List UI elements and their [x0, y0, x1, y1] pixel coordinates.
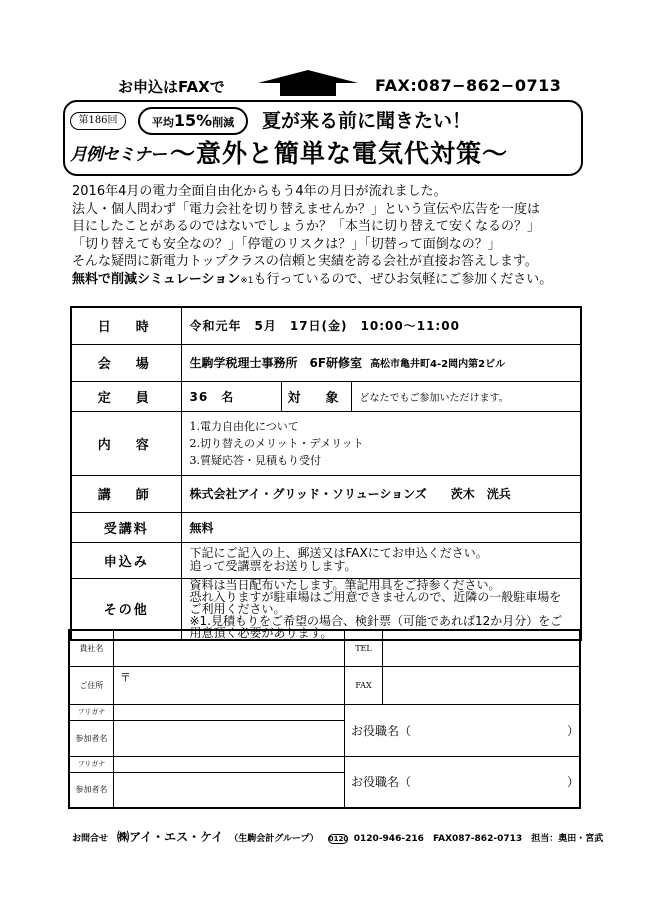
apply-cell	[181, 542, 581, 578]
other-line: 恐れ入りますが駐車場はご用意できませんので、近隣の一般駐車場をご利用ください。	[189, 589, 562, 616]
other-label: その他	[71, 578, 181, 640]
apply-label: 申込み	[71, 542, 181, 578]
address-label: ご住所	[69, 666, 113, 704]
fax-field[interactable]	[382, 666, 580, 704]
other-line: ※1.見積もりをご希望の場合、検針票（可能であれば12か月分）をご用意頂く必要があります。	[189, 613, 563, 640]
target-value: どなたでもご参加いただけます。	[351, 381, 581, 411]
fee-value: 無料	[181, 512, 581, 542]
content-item: 3.質疑応答・見積もり受付	[189, 453, 321, 467]
company-label: 貴社名	[69, 630, 113, 666]
intro-line: そんな疑問に新電力トップクラスの信頼と実績を誇る会社が直接お答えします。	[72, 254, 538, 269]
fax-number-header: FAX:087−862−0713	[375, 76, 562, 95]
average-reduction-badge	[138, 107, 248, 135]
tel-label: TEL	[344, 630, 382, 666]
other-line: 資料は当日配布いたします。筆記用具をご持参ください。	[189, 577, 501, 592]
company-name: ㈱アイ・エス・ケイ	[117, 830, 224, 844]
venue-cell	[181, 344, 581, 381]
venue-label: 会 場	[71, 344, 181, 381]
staff-names: 担当：奥田・宮武	[531, 834, 604, 844]
round-badge: 第186回	[70, 112, 126, 130]
free-simulation: 無料で削減シミュレーション	[72, 271, 241, 287]
freedial-icon: 0120	[328, 834, 349, 843]
role-field[interactable]: お役職名（ ）	[344, 704, 580, 756]
capacity-value: 36 名	[181, 381, 281, 411]
fax-label: FAX	[344, 666, 382, 704]
seminar-subtitle: 夏が来る前に聞きたい！	[262, 110, 472, 132]
intro-line: 「切り替えても安全なの？」「停電のリスクは？」「切替って面倒なの？」	[72, 236, 501, 252]
date-value: 令和元年 5月 17日(金) 10:00〜11:00	[181, 307, 581, 344]
intro-last-rest: も行っているので、ぜひお気軽にご参加ください。	[253, 271, 553, 287]
seminar-title: 〜意外と簡単な電気代対策〜	[170, 139, 509, 168]
fee-label: 受講料	[71, 512, 181, 542]
lecturer-label: 講 師	[71, 475, 181, 512]
contact-footer	[72, 828, 604, 845]
furigana-label: フリガナ	[69, 756, 113, 772]
company-group: （生駒会計グループ）	[229, 834, 319, 844]
avg-value: 15%	[173, 111, 213, 130]
avg-suffix: 削減	[212, 116, 235, 129]
furigana-field[interactable]	[113, 756, 344, 772]
intro-line: 目にしたことがあるのではないでしょうか？「本当に切り替えて安くなるの？」	[72, 219, 541, 234]
content-list	[181, 411, 581, 475]
intro-line: 法人・個人問わず「電力会社を切り替えませんか？」という宣伝や広告を一度は	[72, 201, 541, 217]
furigana-label: フリガナ	[69, 704, 113, 720]
apply-line: 追って受講票をお送りします。	[189, 559, 357, 573]
role-field[interactable]: お役職名（ ）	[344, 756, 580, 808]
venue-address: 高松市亀井町4-2岡内第2ビル	[370, 359, 506, 370]
apply-by-fax-text: お申込はFAXで	[118, 78, 225, 96]
seminar-logo: 月例セミナー	[70, 145, 166, 165]
application-form	[68, 629, 581, 809]
content-label: 内 容	[71, 411, 181, 475]
contact-label: お問合せ	[72, 834, 109, 844]
participant-label: 参加者名	[69, 720, 113, 756]
furigana-field[interactable]	[113, 704, 344, 720]
note-mark: ※1	[240, 275, 254, 286]
content-item: 2.切り替えのメリット・デメリット	[189, 436, 364, 450]
fax-number: FAX087-862-0713	[433, 834, 523, 844]
address-field[interactable]: 〒	[113, 666, 344, 704]
content-item: 1.電力自由化について	[189, 419, 299, 433]
phone-number: 0120-946-216	[353, 834, 424, 844]
participant-field[interactable]	[113, 720, 344, 756]
seminar-info-table	[70, 306, 582, 641]
lecturer-company: 株式会社アイ・グリッド・ソリューションズ	[189, 487, 427, 501]
apply-line: 下記にご記入の上、郵送又はFAXにてお申込ください。	[189, 546, 488, 560]
intro-line: 2016年4月の電力全面自由化からもう4年の月日が流れました。	[72, 184, 447, 199]
lecturer-cell	[181, 475, 581, 512]
capacity-label: 定 員	[71, 381, 181, 411]
participant-label: 参加者名	[69, 772, 113, 808]
company-field[interactable]	[113, 630, 344, 666]
participant-field[interactable]	[113, 772, 344, 808]
up-arrow-icon	[258, 70, 358, 96]
venue-value: 生駒学税理士事務所 6F研修室	[189, 356, 363, 370]
intro-line	[72, 271, 592, 291]
tel-field[interactable]	[382, 630, 580, 666]
lecturer-name: 茨木 洸兵	[450, 487, 511, 501]
target-label: 対 象	[281, 381, 351, 411]
date-label: 日 時	[71, 307, 181, 344]
avg-prefix: 平均	[151, 116, 174, 129]
intro-text	[72, 183, 592, 290]
